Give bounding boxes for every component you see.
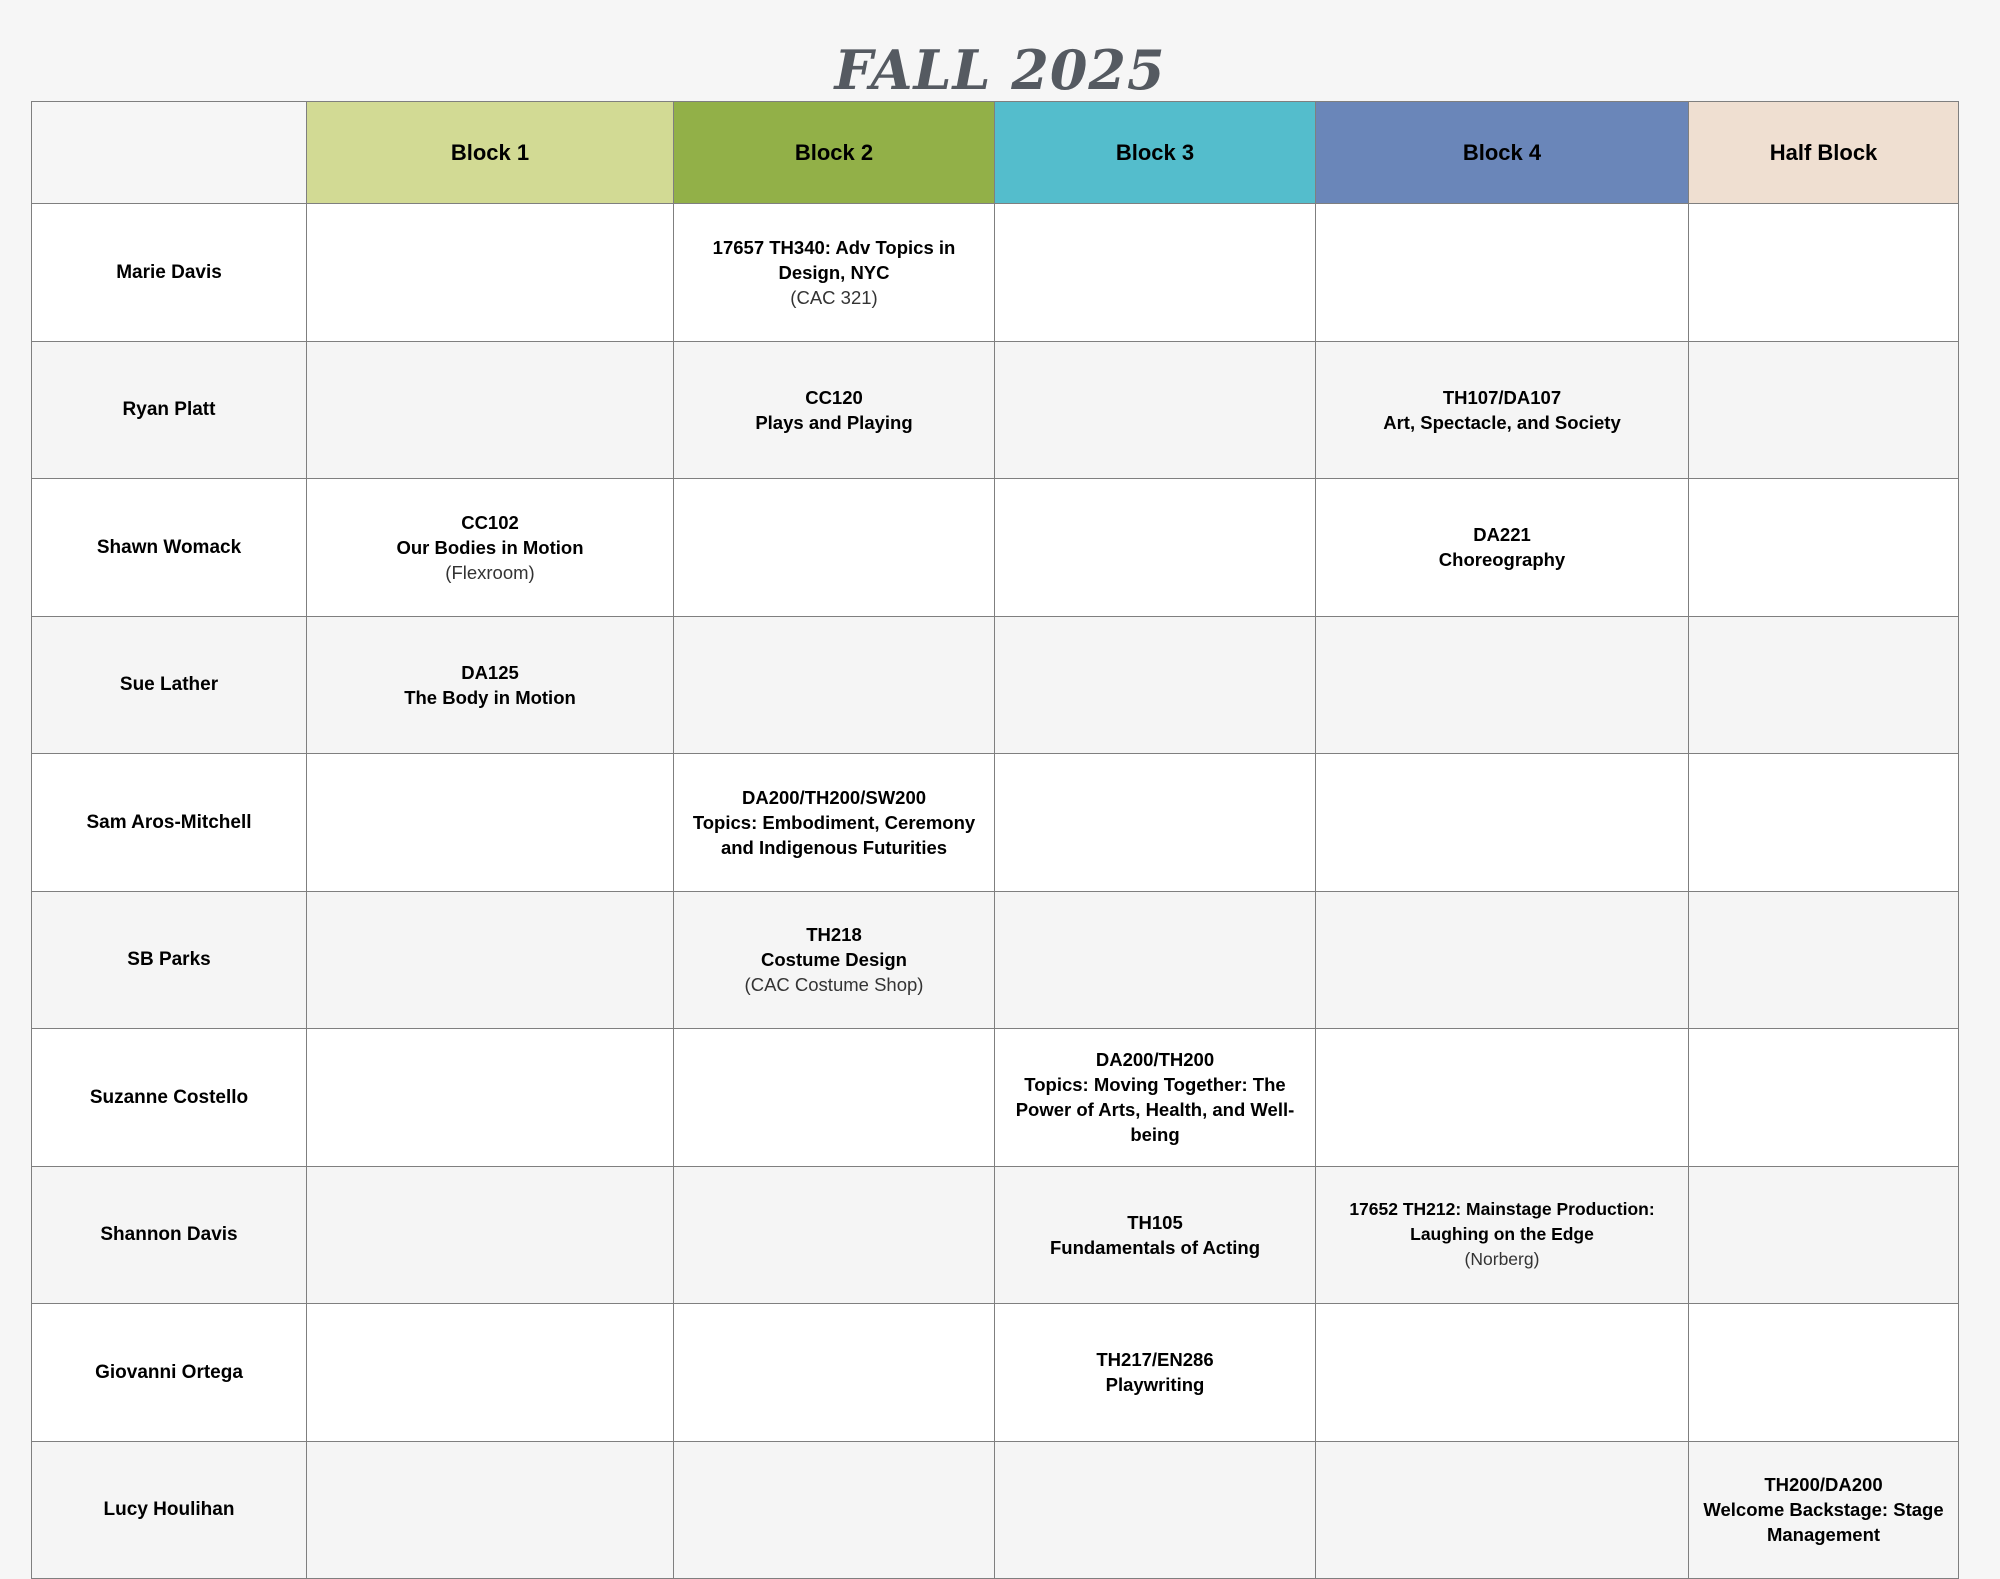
empty-cell <box>307 891 674 1029</box>
header-block-1: Block 1 <box>307 102 674 204</box>
table-body <box>32 204 1959 1579</box>
course-cell <box>995 1166 1316 1304</box>
empty-cell <box>674 479 995 617</box>
instructor-name: Marie Davis <box>32 204 307 342</box>
empty-cell <box>995 204 1316 342</box>
header-block-4: Block 4 <box>1316 102 1689 204</box>
empty-cell <box>674 1304 995 1442</box>
empty-cell <box>307 204 674 342</box>
course-code: 17657 TH340: Adv Topics in Design, NYC <box>712 236 956 283</box>
course-cell <box>995 1029 1316 1167</box>
empty-cell <box>307 1029 674 1167</box>
course-cell <box>307 479 674 617</box>
empty-cell <box>995 1441 1316 1579</box>
empty-cell <box>674 616 995 754</box>
empty-cell <box>995 616 1316 754</box>
table-row <box>32 479 1959 617</box>
course-code: TH218 <box>806 924 862 946</box>
course-entry <box>1322 522 1682 572</box>
course-code: DA200/TH200 <box>1095 1049 1215 1071</box>
course-cell <box>674 341 995 479</box>
instructor-name: Suzanne Costello <box>32 1029 307 1167</box>
empty-cell <box>1689 341 1959 479</box>
course-title: Choreography <box>1438 549 1566 571</box>
empty-cell <box>307 1166 674 1304</box>
course-cell <box>307 616 674 754</box>
empty-cell <box>1316 1029 1689 1167</box>
empty-cell <box>995 754 1316 892</box>
course-entry <box>1322 385 1682 435</box>
empty-cell <box>1689 1304 1959 1442</box>
course-code: DA221 <box>1473 524 1531 546</box>
course-code: TH217/EN286 <box>1096 1349 1214 1371</box>
instructor-name: Sam Aros-Mitchell <box>32 754 307 892</box>
instructor-name: Shannon Davis <box>32 1166 307 1304</box>
course-cell <box>674 754 995 892</box>
empty-cell <box>1316 891 1689 1029</box>
empty-cell <box>995 891 1316 1029</box>
empty-cell <box>674 1029 995 1167</box>
course-title: Our Bodies in Motion <box>396 536 584 558</box>
course-entry <box>1695 1472 1952 1547</box>
course-entry <box>313 510 667 585</box>
header-block-2: Block 2 <box>674 102 995 204</box>
instructor-name: SB Parks <box>32 891 307 1029</box>
table-row <box>32 754 1959 892</box>
empty-cell <box>995 479 1316 617</box>
course-code: TH105 <box>1127 1211 1183 1233</box>
course-entry <box>680 922 988 997</box>
table-row <box>32 1441 1959 1579</box>
empty-cell <box>1316 754 1689 892</box>
course-cell <box>1689 1441 1959 1579</box>
table-row <box>32 1029 1959 1167</box>
course-entry <box>1322 1197 1682 1272</box>
course-cell <box>1316 479 1689 617</box>
course-cell <box>674 891 995 1029</box>
course-code: TH200/DA200 <box>1764 1474 1883 1496</box>
table-row <box>32 1304 1959 1442</box>
course-title: Fundamentals of Acting <box>1049 1236 1260 1258</box>
header-block-3: Block 3 <box>995 102 1316 204</box>
course-entry <box>313 660 667 710</box>
course-title: The Body in Motion <box>404 686 576 708</box>
table-row <box>32 891 1959 1029</box>
instructor-name: Ryan Platt <box>32 341 307 479</box>
table-row <box>32 1166 1959 1304</box>
empty-cell <box>1689 891 1959 1029</box>
empty-cell <box>1689 204 1959 342</box>
empty-cell <box>995 341 1316 479</box>
empty-cell <box>1689 479 1959 617</box>
course-room: (CAC 321) <box>790 286 878 308</box>
empty-cell <box>1689 1166 1959 1304</box>
course-code: CC120 <box>805 386 863 408</box>
empty-cell <box>307 1304 674 1442</box>
course-title: Playwriting <box>1105 1374 1205 1396</box>
course-title: Art, Spectacle, and Society <box>1383 411 1621 433</box>
empty-cell <box>1316 616 1689 754</box>
course-title: Costume Design <box>761 949 907 971</box>
course-title: Topics: Embodiment, Ceremony and Indigenous Futurities <box>692 811 976 858</box>
header-row <box>32 102 1959 204</box>
course-room: (CAC Costume Shop) <box>744 974 924 996</box>
course-cell <box>1316 341 1689 479</box>
instructor-name: Shawn Womack <box>32 479 307 617</box>
course-cell <box>1316 1166 1689 1304</box>
course-title: Topics: Moving Together: The Power of Arts, Health, and Well-being <box>1015 1074 1295 1146</box>
empty-cell <box>1689 1029 1959 1167</box>
schedule-table <box>31 101 1959 1579</box>
header-half-block: Half Block <box>1689 102 1959 204</box>
empty-cell <box>1316 1304 1689 1442</box>
course-entry <box>680 385 988 435</box>
course-code: CC102 <box>461 511 519 533</box>
course-entry <box>1001 1210 1309 1260</box>
course-cell <box>995 1304 1316 1442</box>
empty-cell <box>307 341 674 479</box>
course-entry <box>1001 1047 1309 1147</box>
page-title: FALL 2025 <box>834 38 1166 102</box>
instructor-name: Sue Lather <box>32 616 307 754</box>
empty-cell <box>307 1441 674 1579</box>
empty-cell <box>1316 204 1689 342</box>
header-corner <box>32 102 307 204</box>
empty-cell <box>307 754 674 892</box>
empty-cell <box>1689 616 1959 754</box>
empty-cell <box>1316 1441 1689 1579</box>
instructor-name: Giovanni Ortega <box>32 1304 307 1442</box>
empty-cell <box>674 1441 995 1579</box>
course-title: Plays and Playing <box>755 411 913 433</box>
course-code: DA125 <box>461 661 519 683</box>
course-cell <box>674 204 995 342</box>
empty-cell <box>1689 754 1959 892</box>
table-row <box>32 204 1959 342</box>
course-entry <box>1001 1347 1309 1397</box>
course-room: (Norberg) <box>1464 1249 1540 1270</box>
course-title: Welcome Backstage: Stage Management <box>1703 1499 1944 1546</box>
course-code: 17652 TH212: Mainstage Production: Laughing on the Edge <box>1349 1199 1655 1245</box>
course-code: TH107/DA107 <box>1442 386 1562 408</box>
table-row <box>32 616 1959 754</box>
instructor-name: Lucy Houlihan <box>32 1441 307 1579</box>
course-room: (Flexroom) <box>445 561 535 583</box>
course-code: DA200/TH200/SW200 <box>741 786 927 808</box>
table-row <box>32 341 1959 479</box>
course-entry <box>680 235 988 310</box>
empty-cell <box>674 1166 995 1304</box>
course-entry <box>680 785 988 860</box>
